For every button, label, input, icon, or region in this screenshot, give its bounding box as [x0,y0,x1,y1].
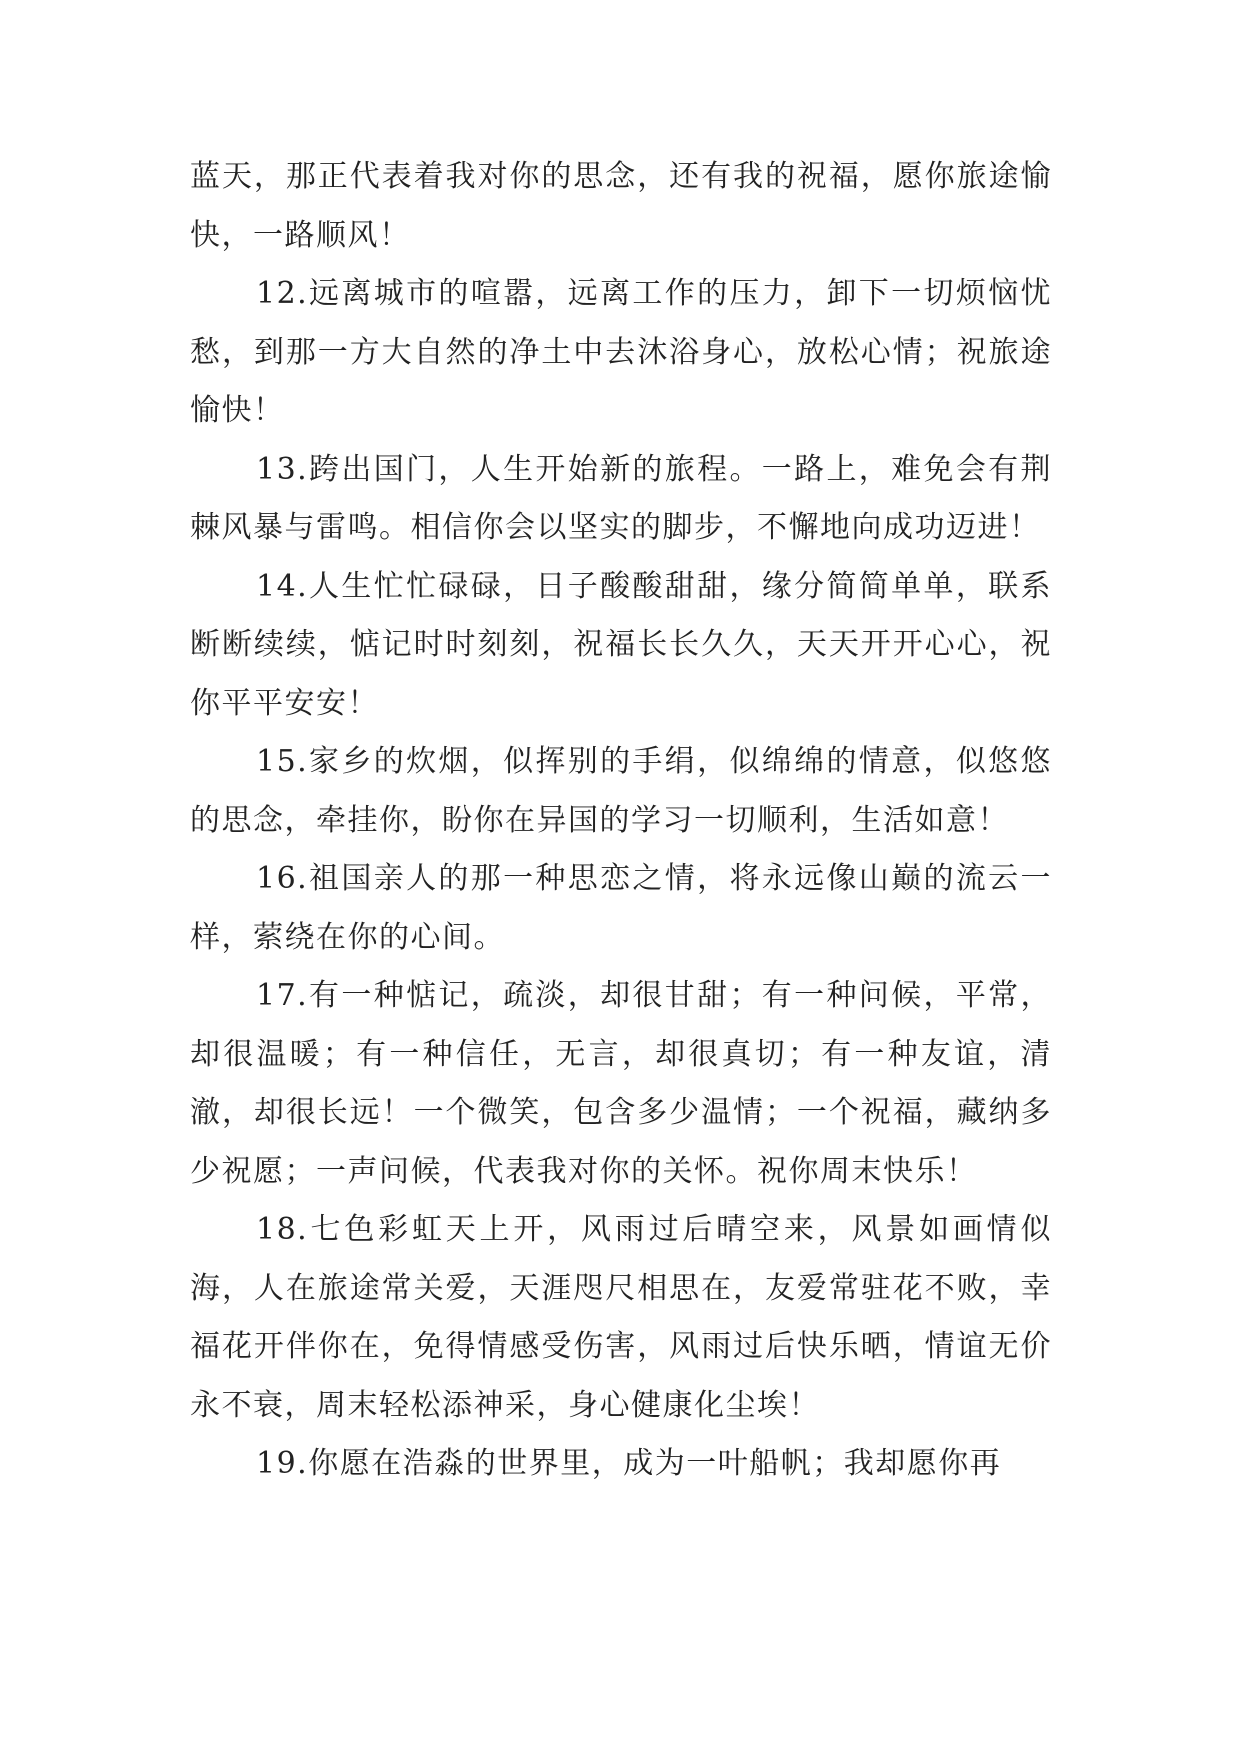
paragraph-16: 16.祖国亲人的那一种思恋之情，将永远像山巅的流云一样，萦绕在你的心间。 [190,861,1052,955]
paragraph-13: 13.跨出国门，人生开始新的旅程。一路上，难免会有荆棘风暴与雷鸣。相信你会以坚实的脚步，不懈地向成功迈进！ [190,451,1052,545]
document-body [190,148,1052,1494]
paragraph-18: 18.七色彩虹天上开，风雨过后晴空来，风景如画情似海，人在旅途常关爱，天涯咫尺相思在，友爱常驻花不败，幸福花开伴你在，免得情感受伤害，风雨过后快乐晒，情谊无价永不衰，周末轻松添神采，身心健康化尘埃！ [190,1212,1052,1423]
paragraph-14: 14.人生忙忙碌碌，日子酸酸甜甜，缘分简简单单，联系断断续续，惦记时时刻刻，祝福长长久久，天天开开心心，祝你平平安安！ [190,568,1052,721]
paragraph-15: 15.家乡的炊烟，似挥别的手绢，似绵绵的情意，似悠悠的思念，牵挂你，盼你在异国的学习一切顺利，生活如意！ [190,744,1052,838]
paragraph-11-continued: 蓝天，那正代表着我对你的思念，还有我的祝福，愿你旅途愉快，一路顺风！ [190,159,1052,253]
paragraph-17: 17.有一种惦记，疏淡，却很甘甜；有一种问候，平常，却很温暖；有一种信任，无言，却很真切；有一种友谊，清澈，却很长远！一个微笑，包含多少温情；一个祝福，藏纳多少祝愿；一声问候，代表我对你的关怀。祝你周末快乐！ [190,978,1052,1189]
paragraph-12: 12.远离城市的喧嚣，远离工作的压力，卸下一切烦恼忧愁，到那一方大自然的净土中去沐浴身心，放松心情；祝旅途愉快！ [190,276,1052,428]
paragraph-19: 19.你愿在浩淼的世界里，成为一叶船帆；我却愿你再 [256,1446,1002,1481]
